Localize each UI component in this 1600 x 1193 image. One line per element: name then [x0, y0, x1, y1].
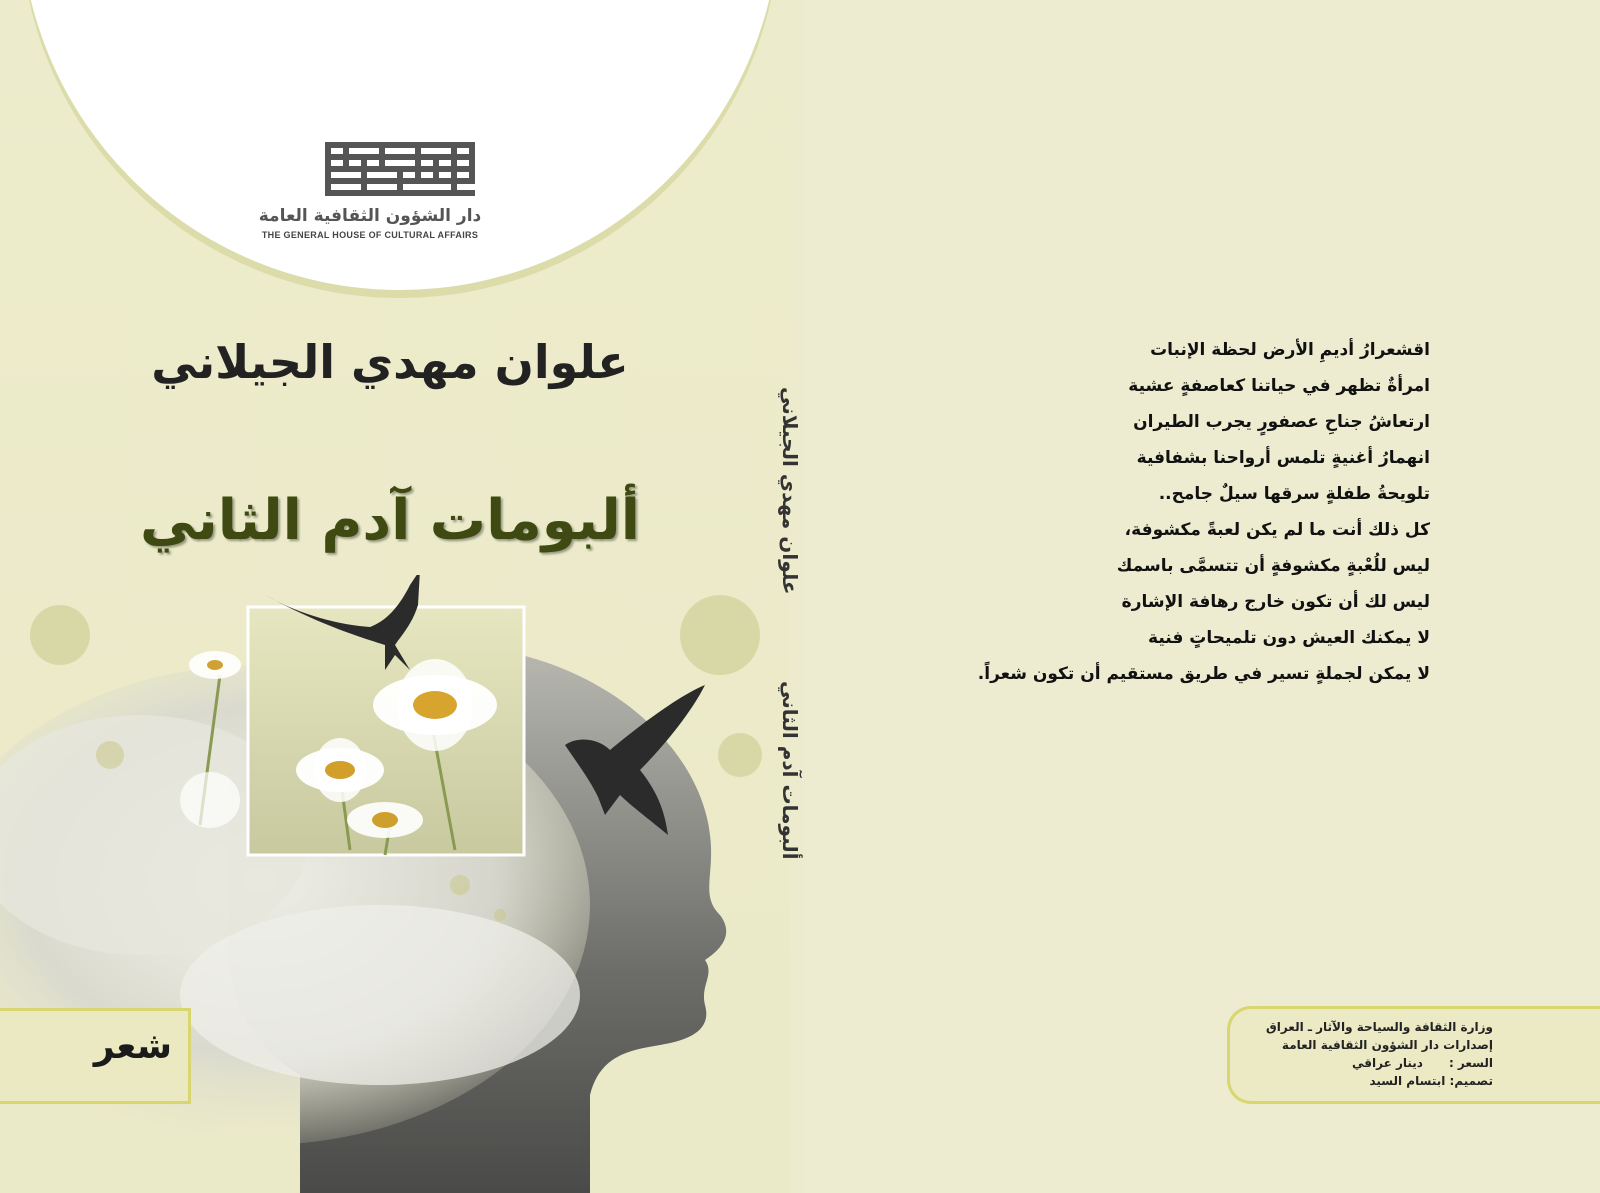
publisher-logo-icon [325, 140, 475, 200]
poem-line: ليس للُعْبةٍ مكشوفةٍ أن تتسمَّى باسمك [1116, 556, 1430, 576]
book-spine [770, 0, 810, 1193]
poem-line: لا يمكن لجملةٍ تسير في طريق مستقيم أن تكون شعراً. [977, 664, 1430, 684]
back-cover-poem [977, 332, 1430, 692]
poem-line: امرأةٌ تظهر في حياتنا كعاصفةٍ عشية [1128, 376, 1430, 396]
author-name: علوان مهدي الجيلاني [151, 335, 629, 389]
genre-label: شعر [93, 1026, 172, 1067]
spine-title: ألبومات آدم الثاني [778, 681, 802, 860]
publication-info [1235, 1018, 1493, 1090]
poem-line: اقشعرارُ أديمِ الأرض لحظة الإنبات [1150, 340, 1430, 360]
design-credit: تصميم: ابتسام السيد [1369, 1074, 1493, 1088]
poem-line: لا يمكنك العيش دون تلميحاتٍ فنية [1148, 628, 1430, 648]
price-label: السعر : [1448, 1056, 1493, 1070]
series-line: إصدارات دار الشؤون الثقافية العامة [1281, 1038, 1493, 1052]
price-line [1235, 1054, 1493, 1072]
book-title: ألبومات آدم الثاني [140, 488, 640, 553]
price-value: دينار عراقي [1352, 1056, 1423, 1070]
poem-line: انهمارُ أغنيةٍ تلمس أرواحنا بشفافية [1136, 448, 1430, 468]
poem-line: تلويحةُ طفلةٍ سرقها سيلٌ جامح.. [1158, 484, 1430, 504]
publisher-name-english: THE GENERAL HOUSE OF CULTURAL AFFAIRS [261, 230, 479, 240]
poem-line: ليس لك أن تكون خارج رهافة الإشارة [1121, 592, 1430, 612]
front-cover [0, 0, 790, 1193]
poem-line: ارتعاشُ جناحِ عصفورٍ يجرب الطيران [1133, 412, 1430, 432]
spine-author: علوان مهدي الجيلاني [778, 387, 802, 595]
ministry-line: وزارة الثقافة والسياحة والآثار ـ العراق [1265, 1020, 1493, 1034]
poem-line: كل ذلك أنت ما لم يكن لعبةً مكشوفة، [1124, 520, 1430, 540]
publisher-name-arabic: دار الشؤون الثقافية العامة [258, 206, 482, 226]
